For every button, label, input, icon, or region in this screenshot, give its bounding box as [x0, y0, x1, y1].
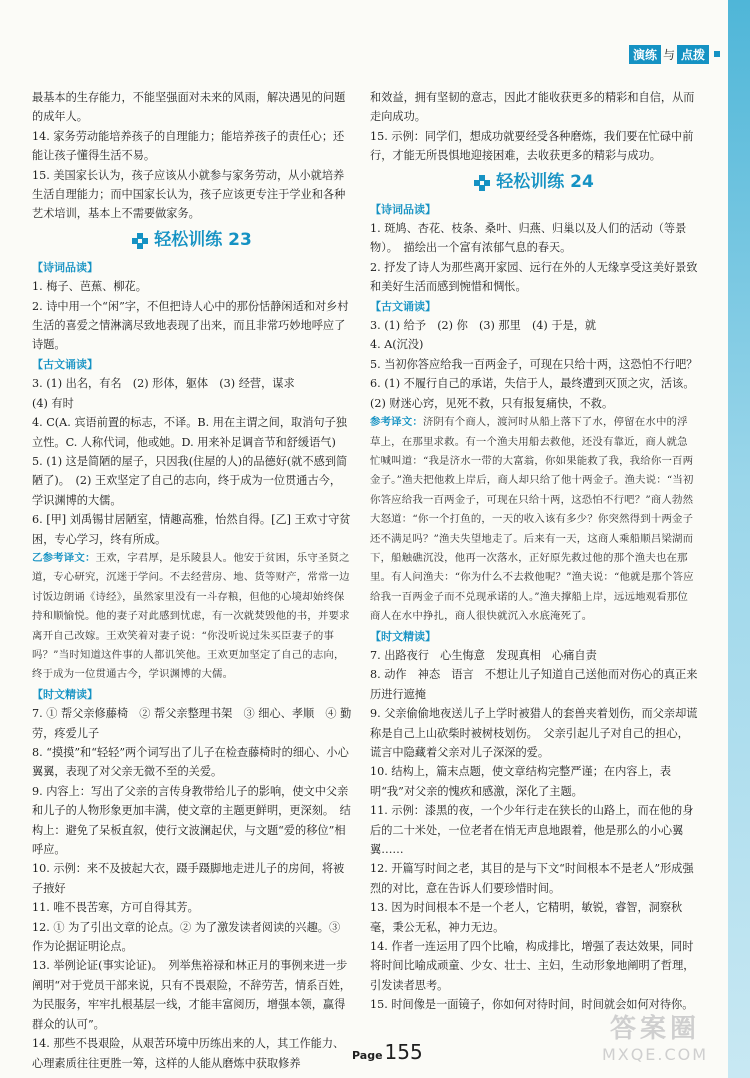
- brand-label-c: 点拨: [677, 45, 709, 64]
- answer-item: 9. 父亲偷偷地夜送儿子上学时被猎人的套兽夹着划伤，而父亲却谎称是自己上山砍柴时被树枝划伤。 父亲引起儿子对自己的担心，谎言中隐藏着父亲对儿子深深的爱。: [370, 707, 698, 759]
- answer-item: 10. 结构上，篇末点题，使文章结构完整严谨；在内容上，表明“我”对父亲的愧疚和感激，深化了主题。: [370, 765, 672, 798]
- brand-square-icon: [714, 51, 720, 57]
- answer-item: 7. 出路夜行 心生悔意 发现真相 心痛自责: [370, 648, 597, 662]
- paragraph: 最基本的生存能力，不能坚强面对未来的风雨，解决遇见的问题的成年人。: [32, 91, 346, 124]
- section-tag: 【诗词品读】: [370, 202, 436, 216]
- answer-item: 12. ① 为了引出文章的论点。② 为了激发读者阅读的兴趣。③ 作为论据证明论点。: [32, 920, 341, 954]
- answer-item: 2. 抒发了诗人为那些离开家园、远行在外的人无缘享受这美好景致和美好生活而感到惋惜和惆怅。: [370, 260, 698, 294]
- page-label: Page: [352, 1049, 383, 1062]
- answer-item: 8. 动作 神态 语言 不想让儿子知道自己送他而对伤心的真正来历进行遮掩: [370, 668, 698, 701]
- watermark-text-cn: 答案圈: [609, 1014, 700, 1044]
- section-tag: 【时文精读】: [32, 687, 98, 701]
- translation-label: 乙参考译文：: [32, 551, 96, 564]
- answer-item: 6. (1) 不履行自己的承诺，失信于人，最终遭到灭顶之灾，活该。 (2) 财迷心窍，见死不救，只有报复痛快，不救。: [370, 377, 701, 410]
- answer-item: 1. 梅子、芭蕉、柳花。: [32, 280, 147, 294]
- paragraph: 15. 美国家长认为，孩子应该从小就参与家务劳动，从小就培养生活自理能力；而中国家长认为，孩子应该更专注于学业和各种艺术培训，基本上不需要做家务。: [32, 168, 346, 221]
- answer-item: 6. [甲] 刘禹锡甘居陋室，情趣高雅，怡然自得。[乙] 王欢寸守贫困，专心学习，终有所成。: [32, 513, 351, 546]
- section-tag: 【时文精读】: [370, 629, 436, 643]
- answer-item: 5. (1) 这是简陋的屋子，只因我(住屋的人)的品德好(就不感到简陋了)。 (2) 王欢坚定了自己的志向，终于成为一位贯通古今，学识渊博的大儒。: [32, 454, 348, 507]
- diamond-squares-icon: [132, 233, 148, 249]
- answer-item: 10. 示例：来不及披起大衣，蹑手蹑脚地走进儿子的房间，将被子掖好: [32, 862, 345, 895]
- brand-label-a: 演练: [629, 45, 661, 64]
- answer-item: 8. “摸摸”和“轻轻”两个词写出了儿子在检查藤椅时的细心、小心翼翼，表现了对父亲无微不至的关爱。: [32, 746, 349, 779]
- lesson-title: 轻松训练 23: [154, 230, 252, 251]
- answer-item: 4. A(沉没): [370, 338, 424, 352]
- section-tag: 【古文诵读】: [32, 357, 98, 371]
- translation-text: 济阴有个商人，渡河时从船上落下了水，停留在水中的浮草上，在那里求救。有一个渔夫用船去救他，还没有靠近，商人就急忙喊叫道：“我是济水一带的大富翁，你如果能救了我，我给你一百两金子。”渔夫把他救上岸后，商人却只给了他十两金子。渔夫说：“当初你答应给我一百两金子，可现在只给十两，这恐怕不行吧？”商人勃然大怒道：“你一个打鱼的，一天的收入该有多少？你突然得到十两金子还不满足吗？”渔夫失望地走了。后来有一天，这商人乘船顺吕梁湖而下，船触礁沉没，他再一次落水，正好原先救过他的那个渔夫也在那里。有人问渔夫：“你为什么不去救他呢？”渔夫说：“他就是那个答应给我一百两金子而不兑现承诺的人。”渔夫撑船上岸，远远地观看那位商人在水中挣扎，商人很快就沉入水底淹死了。: [370, 416, 694, 623]
- page-number-value: 155: [384, 1040, 423, 1064]
- paragraph: 15. 示例：同学们，想成功就要经受各种磨炼，我们要在忙碌中前行，才能无所畏惧地迎接困难，去收获更多的精彩与成功。: [370, 129, 694, 163]
- answer-item: 11. 示例：漆黑的夜，一个少年行走在狭长的山路上，而在他的身后的二十米处，一位老者在悄无声息地跟着，他是那么的小心翼翼……: [370, 804, 694, 857]
- lesson-heading: [32, 224, 352, 258]
- answer-item: 12. 开篇写时间之老，其目的是与下文“时间根本不是老人”形成强烈的对比，意在告诉人们要珍惜时间。: [370, 862, 694, 895]
- answer-item: 9. 内容上：写出了父亲的言传身教带给儿子的影响，使文中父亲和儿子的人物形象更加丰满，使文章的主题更鲜明，更深刻。 结构上：避免了呆板直叙，使行文波澜起伏，与文题“爱的移位”相呼应。: [32, 784, 351, 857]
- lesson-heading: [370, 166, 698, 200]
- watermark-logo: [575, 1008, 735, 1064]
- watermark-text-en: MXQE.COM: [601, 1045, 709, 1064]
- answer-item: 2. 诗中用一个“闲”字，不但把诗人心中的那份恬静闲适和对乡村生活的喜爱之情淋漓尽致地表现了出来，而且非常巧妙地呼应了诗题。: [32, 299, 349, 352]
- right-column: [370, 88, 701, 1015]
- answer-item: 1. 斑鸠、杏花、枝条、桑叶、归燕、归巢以及人们的活动（等景物）。 描绘出一个富有浓郁气息的春天。: [370, 222, 687, 255]
- paragraph: 14. 家务劳动能培养孩子的自理能力；能培养孩子的责任心；还能让孩子懂得生活不易。: [32, 129, 345, 163]
- decorative-side-strip: [728, 0, 750, 1078]
- section-tag: 【诗词品读】: [32, 260, 98, 274]
- answer-item: 7. ① 帮父亲修藤椅 ② 帮父亲整理书架 ③ 细心、孝顺 ④ 勤劳，疼爱儿子: [32, 707, 352, 740]
- answer-item: 3. (1) 给予 (2) 你 (3) 那里 (4) 于是，就: [370, 319, 597, 333]
- translation-label: 参考译文：: [370, 416, 423, 429]
- page-number: [352, 1040, 423, 1064]
- reference-translation: [32, 549, 352, 685]
- reference-translation: [370, 413, 698, 626]
- answer-item: 13. 举例论证(事实论证)。 列举焦裕禄和林正月的事例来进一步阐明“对于党员干部来说，只有不畏艰险，不辞劳苦，情系百姓，为民服务，牢牢扎根基层一线，才能丰富阅历，增强本领，赢得群众的认可”。: [32, 959, 351, 1031]
- paragraph: 和效益，拥有坚韧的意志，因此才能收获更多的精彩和自信，从而走向成功。: [370, 91, 695, 124]
- translation-text: 王欢，字君厚，是乐陵县人。他安于贫困，乐守圣贤之道，专心研究，沉迷于学问。不去经营房、地、货等财产，常常一边讨饭边朗诵《诗经》，虽然家里没有一斗存粮，但他的心境却始终保持和顺愉悦。他的妻子对此感到忧虑，有一次就焚毁他的书，并要求离开自己改嫁。王欢笑着对妻子说：“你没听说过朱买臣妻子的事吗？”当时知道这件事的人都讥笑他。王欢更加坚定了自己的志向，终于成为一位贯通古今，学识渊博的大儒。: [32, 551, 350, 681]
- answer-item: 13. 因为时间根本不是一个老人，它精明，敏锐，睿智，洞察秋毫，秉公无私，神力无边。: [370, 901, 683, 934]
- answer-item: 14. 作者一连运用了四个比喻，构成排比，增强了表达效果，同时将时间比喻成顽童、少女、壮士、主妇，生动形象地阐明了哲理，引发读者思考。: [370, 940, 695, 992]
- answer-item: 15. 时间像是一面镜子，你如何对待时间，时间就会如何对待你。: [370, 998, 694, 1012]
- diamond-squares-icon: [474, 175, 490, 191]
- left-column: [32, 88, 352, 1073]
- lesson-title: 轻松训练 24: [496, 171, 594, 192]
- answer-item: 4. C(A. 宾语前置的标志，不译。B. 用在主谓之间，取消句子独立性。C. 人称代词，他或她。D. 用来补足调音节和舒缓语气): [32, 416, 347, 449]
- answer-item: 11. 唯不畏苦寒，方可自得其芳。: [32, 901, 199, 915]
- brand-logo: [629, 44, 720, 64]
- answer-item: (4) 有时: [32, 396, 74, 410]
- answer-item: 14. 那些不畏艰险，从艰苦环境中历练出来的人，其工作能力、心理素质往往更胜一筹，这样的人能从磨炼中获取修养: [32, 1037, 345, 1070]
- brand-label-b: 与: [662, 47, 675, 62]
- answer-item: 3. (1) 出名，有名 (2) 形体，躯体 (3) 经营，谋求: [32, 377, 295, 391]
- section-tag: 【古文诵读】: [370, 299, 436, 313]
- answer-item: 5. 当初你答应给我一百两金子，可现在只给十两，这恐怕不行吧？: [370, 357, 698, 371]
